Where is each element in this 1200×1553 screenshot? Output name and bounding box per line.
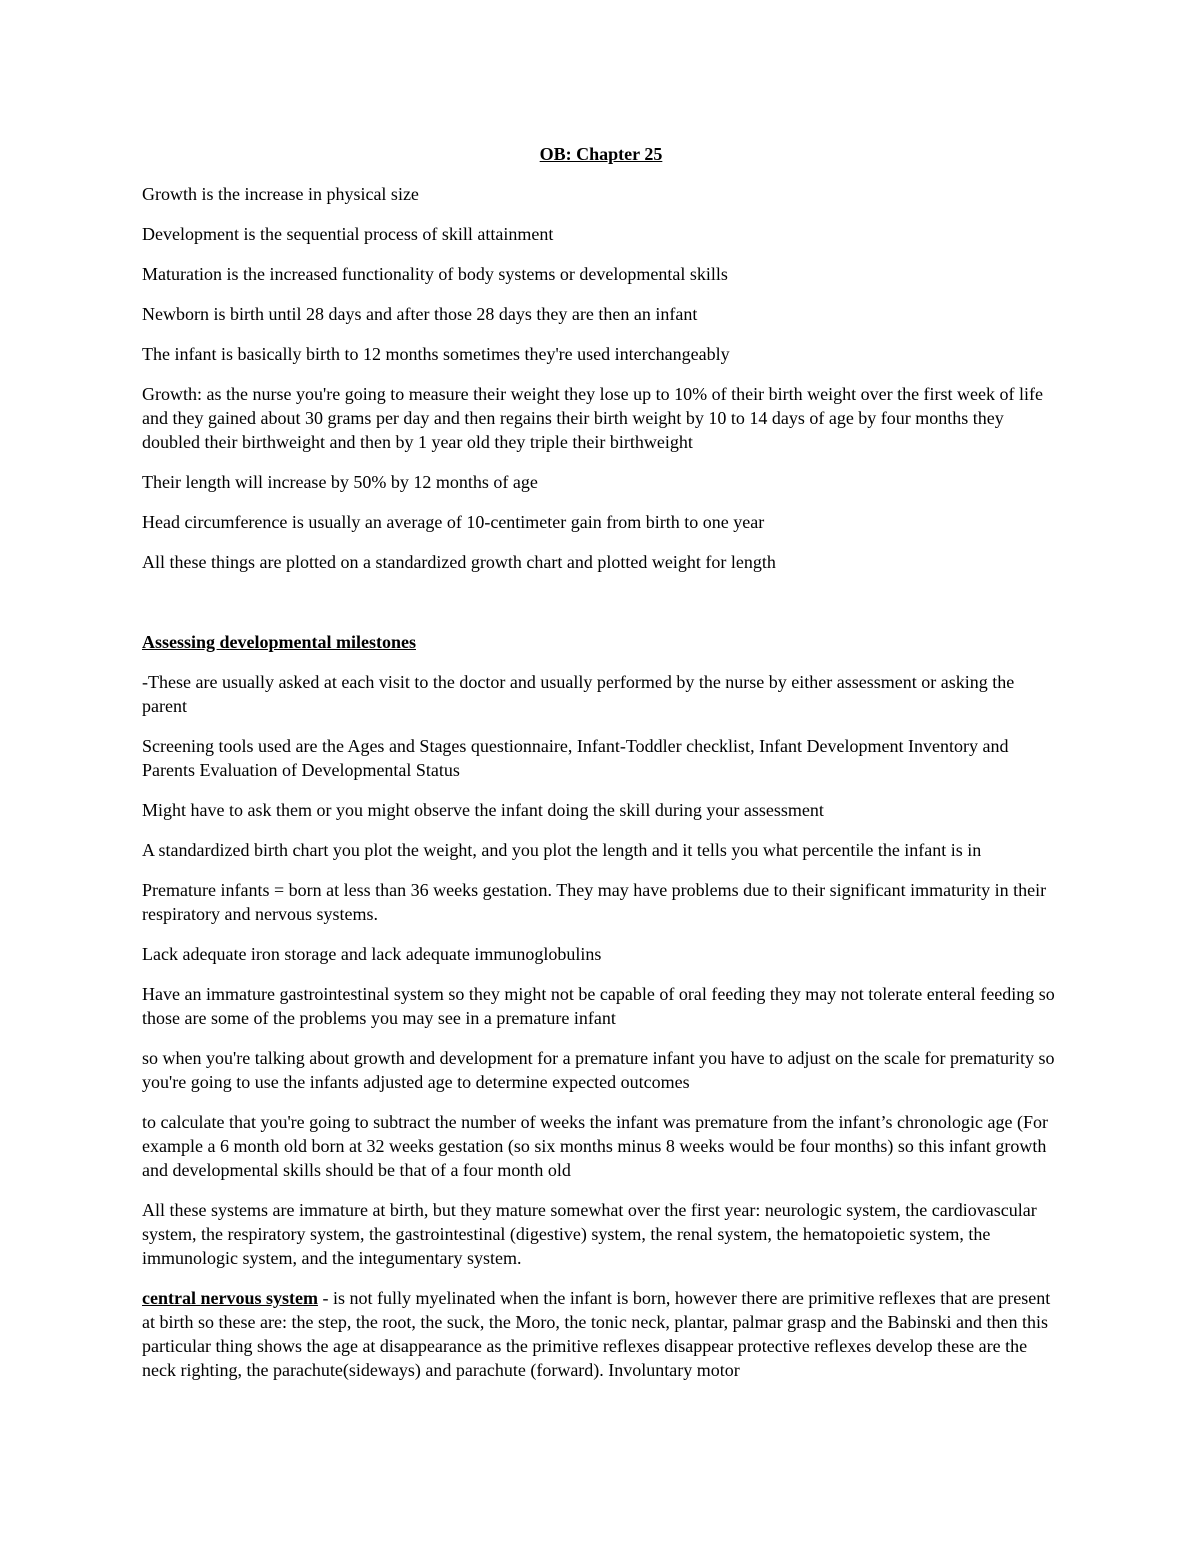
paragraph-calculate-age: to calculate that you're going to subtract the number of weeks the infant was premature from the infant’s chronologic age (For example a 6 month old born at 32 weeks gestation (so six months minus 8 weeks would be four months) so this infant growth and developmental skills should be that of a four month old [142, 1112, 1048, 1180]
document-body [142, 142, 1060, 1398]
paragraph-head-circumference: Head circumference is usually an average of 10-centimeter gain from birth to one year [142, 512, 765, 532]
paragraph-immature-systems: All these systems are immature at birth, but they mature somewhat over the first year: neurologic system, the cardiovascular system, the respiratory system, the gastrointestinal (digestive) system, the renal system, the hematopoietic system, the immunologic system, and the integumentary system. [142, 1200, 1037, 1268]
paragraph-screening-tools: Screening tools used are the Ages and Stages questionnaire, Infant-Toddler checklist, Infant Development Inventory and Parents Evaluation of Developmental Status [142, 736, 1009, 780]
paragraph-growth-weight: Growth: as the nurse you're going to measure their weight they lose up to 10% of their birth weight over the first week of life and they gained about 30 grams per day and then regains their birth weight by 10 to 14 days of age by four months they doubled their birthweight and then by 1 year old they triple their birthweight [142, 384, 1044, 452]
paragraph-adjusted-age: so when you're talking about growth and development for a premature infant you have to adjust on the scale for prematurity so you're going to use the infants adjusted age to determine expected outcomes [142, 1048, 1055, 1092]
paragraph-maturation-definition: Maturation is the increased functionality of body systems or developmental skills [142, 264, 728, 284]
paragraph-premature-infants: Premature infants = born at less than 36 weeks gestation. They may have problems due to their significant immaturity in their respiratory and nervous systems. [142, 880, 1047, 924]
paragraph-length: Their length will increase by 50% by 12 months of age [142, 472, 538, 492]
paragraph-development-definition: Development is the sequential process of skill attainment [142, 224, 554, 244]
cns-heading: central nervous system [142, 1288, 318, 1308]
paragraph-growth-chart: All these things are plotted on a standardized growth chart and plotted weight for length [142, 552, 776, 572]
paragraph-infant-definition: The infant is basically birth to 12 months sometimes they're used interchangeably [142, 344, 730, 364]
paragraph-visit-assessment: -These are usually asked at each visit to the doctor and usually performed by the nurse by either assessment or asking the parent [142, 672, 1015, 716]
paragraph-newborn-definition: Newborn is birth until 28 days and after those 28 days they are then an infant [142, 304, 698, 324]
paragraph-observe-skill: Might have to ask them or you might observe the infant doing the skill during your assessment [142, 800, 824, 820]
paragraph-central-nervous-system [142, 1286, 1060, 1382]
section-heading: Assessing developmental milestones [142, 632, 416, 652]
paragraph-iron-storage: Lack adequate iron storage and lack adequate immunoglobulins [142, 944, 602, 964]
paragraph-birth-chart: A standardized birth chart you plot the weight, and you plot the length and it tells you what percentile the infant is in [142, 840, 982, 860]
page-title: OB: Chapter 25 [539, 144, 663, 164]
paragraph-growth-definition: Growth is the increase in physical size [142, 184, 419, 204]
paragraph-gastrointestinal: Have an immature gastrointestinal system so they might not be capable of oral feeding they may not tolerate enteral feeding so those are some of the problems you may see in a premature infant [142, 984, 1055, 1028]
cns-text: - is not fully myelinated when the infant is born, however there are primitive reflexes that are present at birth so these are: the step, the root, the suck, the Moro, the tonic neck, plantar, palmar grasp and the Babinski and then this particular thing shows the age at disappearance as the primitive reflexes disappear protective reflexes develop these are the neck righting, the parachute(sideways) and parachute (forward). Involuntary motor [142, 1288, 1051, 1380]
